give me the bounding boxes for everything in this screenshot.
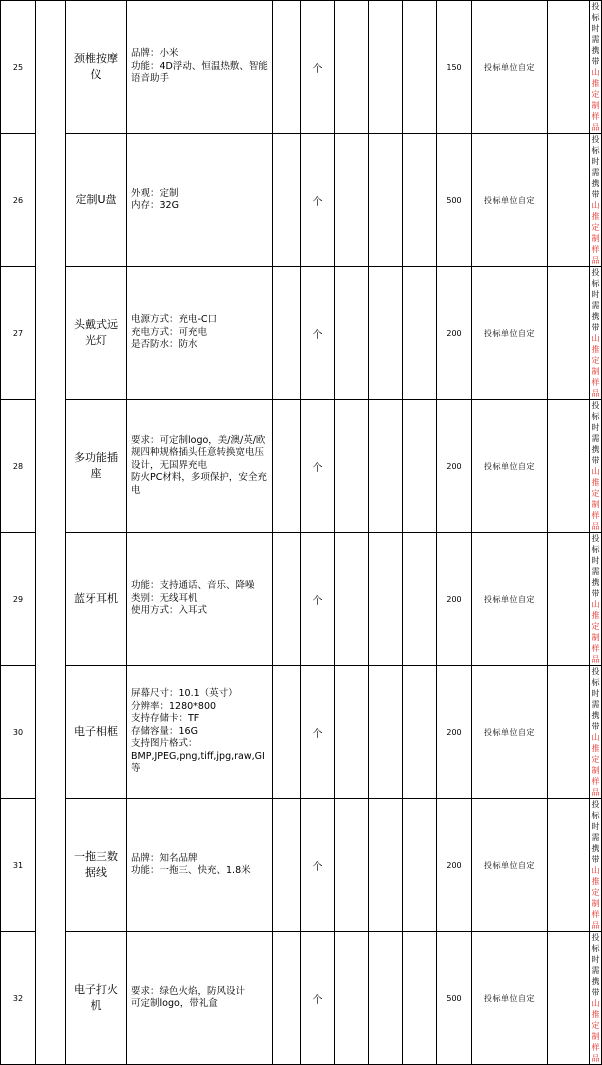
blank-cell (335, 932, 369, 1065)
row-number: 28 (1, 400, 36, 533)
blank-cell (273, 134, 301, 267)
blank-cell (403, 400, 437, 533)
item-note (590, 267, 602, 400)
note-black-text: 投标时需携带 (591, 135, 600, 199)
blank-cell (403, 1, 437, 134)
item-unit: 个 (301, 799, 335, 932)
blank-cell (403, 533, 437, 666)
table-row (1, 134, 602, 267)
item-quantity: 200 (437, 799, 472, 932)
row-number: 31 (1, 799, 36, 932)
item-unit: 个 (301, 1, 335, 134)
item-quantity: 200 (437, 533, 472, 666)
item-spec: 电源方式：充电-C口 充电方式：可充电 是否防水：防水 (127, 267, 273, 400)
item-name: 多功能插座 (66, 400, 127, 533)
blank-cell (548, 932, 590, 1065)
blank-cell (273, 267, 301, 400)
note-red-text: 山推定制样品 (591, 999, 600, 1063)
row-number: 30 (1, 666, 36, 799)
item-packaging: 投标单位自定 (472, 932, 548, 1065)
table-row (1, 267, 602, 400)
item-name: 电子相框 (66, 666, 127, 799)
item-unit: 个 (301, 666, 335, 799)
item-quantity: 200 (437, 400, 472, 533)
item-spec: 品牌：知名品牌 功能：一拖三、快充、1.8米 (127, 799, 273, 932)
item-unit: 个 (301, 267, 335, 400)
table-row (1, 666, 602, 799)
item-packaging: 投标单位自定 (472, 134, 548, 267)
blank-cell (335, 1, 369, 134)
item-unit: 个 (301, 533, 335, 666)
item-packaging: 投标单位自定 (472, 400, 548, 533)
blank-cell (403, 932, 437, 1065)
item-unit: 个 (301, 932, 335, 1065)
blank-cell (335, 533, 369, 666)
table-row (1, 799, 602, 932)
row-number: 25 (1, 1, 36, 134)
item-note (590, 533, 602, 666)
item-spec: 功能：支持通话、音乐、降噪 类别：无线耳机 使用方式：入耳式 (127, 533, 273, 666)
item-packaging: 投标单位自定 (472, 1, 548, 134)
blank-cell (369, 1, 403, 134)
blank-cell (273, 799, 301, 932)
blank-cell (548, 666, 590, 799)
blank-cell (335, 799, 369, 932)
item-name: 颈椎按摩仪 (66, 1, 127, 134)
note-black-text: 投标时需携带 (591, 401, 600, 465)
blank-cell (335, 400, 369, 533)
item-packaging: 投标单位自定 (472, 533, 548, 666)
blank-cell (369, 799, 403, 932)
row-number: 26 (1, 134, 36, 267)
item-quantity: 200 (437, 666, 472, 799)
item-spec: 要求：可定制logo，美/澳/英/欧规四种规格插头任意转换宽电压设计，无国界充电 防火PC材料，多项保护，安全充电 (127, 400, 273, 533)
item-spec: 要求：绿色火焰，防风设计 可定制logo，带礼盒 (127, 932, 273, 1065)
blank-cell (369, 267, 403, 400)
note-red-text: 山推定制样品 (591, 201, 600, 265)
item-note (590, 799, 602, 932)
item-name: 定制U盘 (66, 134, 127, 267)
item-packaging: 投标单位自定 (472, 799, 548, 932)
note-red-text: 山推定制样品 (591, 467, 600, 531)
item-spec: 外观：定制 内存：32G (127, 134, 273, 267)
blank-cell (403, 666, 437, 799)
item-packaging: 投标单位自定 (472, 267, 548, 400)
item-name: 电子打火机 (66, 932, 127, 1065)
note-black-text: 投标时需携带 (591, 534, 600, 598)
item-note (590, 134, 602, 267)
row-number: 32 (1, 932, 36, 1065)
blank-cell (548, 134, 590, 267)
note-black-text: 投标时需携带 (591, 933, 600, 997)
category-cell (36, 1, 66, 1065)
note-red-text: 山推定制样品 (591, 733, 600, 797)
item-name: 头戴式远光灯 (66, 267, 127, 400)
item-name: 一拖三数据线 (66, 799, 127, 932)
item-spec: 品牌：小米 功能：4D浮动、恒温热敷、智能语音助手 (127, 1, 273, 134)
item-note (590, 400, 602, 533)
blank-cell (548, 1, 590, 134)
table-row (1, 932, 602, 1065)
row-number: 29 (1, 533, 36, 666)
item-note (590, 666, 602, 799)
blank-cell (548, 533, 590, 666)
blank-cell (369, 932, 403, 1065)
item-unit: 个 (301, 400, 335, 533)
blank-cell (369, 533, 403, 666)
blank-cell (403, 799, 437, 932)
item-note (590, 932, 602, 1065)
blank-cell (273, 400, 301, 533)
item-note (590, 1, 602, 134)
blank-cell (369, 666, 403, 799)
note-red-text: 山推定制样品 (591, 334, 600, 398)
item-quantity: 500 (437, 932, 472, 1065)
blank-cell (273, 932, 301, 1065)
blank-cell (369, 400, 403, 533)
blank-cell (335, 267, 369, 400)
blank-cell (273, 533, 301, 666)
note-red-text: 山推定制样品 (591, 866, 600, 930)
item-unit: 个 (301, 134, 335, 267)
item-quantity: 500 (437, 134, 472, 267)
item-spec: 屏幕尺寸：10.1（英寸） 分辨率：1280*800 支持存储卡：TF 存储容量：16G 支持图片格式： BMP,JPEG,png,tiff,jpg,raw,GI等 (127, 666, 273, 799)
item-name: 蓝牙耳机 (66, 533, 127, 666)
blank-cell (403, 267, 437, 400)
table-row (1, 1, 602, 134)
item-quantity: 150 (437, 1, 472, 134)
note-red-text: 山推定制样品 (591, 600, 600, 664)
table-body (1, 1, 602, 1065)
row-number: 27 (1, 267, 36, 400)
table-row (1, 400, 602, 533)
blank-cell (335, 134, 369, 267)
item-quantity: 200 (437, 267, 472, 400)
blank-cell (548, 400, 590, 533)
blank-cell (369, 134, 403, 267)
note-black-text: 投标时需携带 (591, 800, 600, 864)
blank-cell (273, 666, 301, 799)
note-red-text: 山推定制样品 (591, 68, 600, 132)
note-black-text: 投标时需携带 (591, 2, 600, 66)
blank-cell (548, 267, 590, 400)
item-packaging: 投标单位自定 (472, 666, 548, 799)
note-black-text: 投标时需携带 (591, 667, 600, 731)
blank-cell (335, 666, 369, 799)
table-row (1, 533, 602, 666)
blank-cell (273, 1, 301, 134)
blank-cell (548, 799, 590, 932)
blank-cell (403, 134, 437, 267)
note-black-text: 投标时需携带 (591, 268, 600, 332)
